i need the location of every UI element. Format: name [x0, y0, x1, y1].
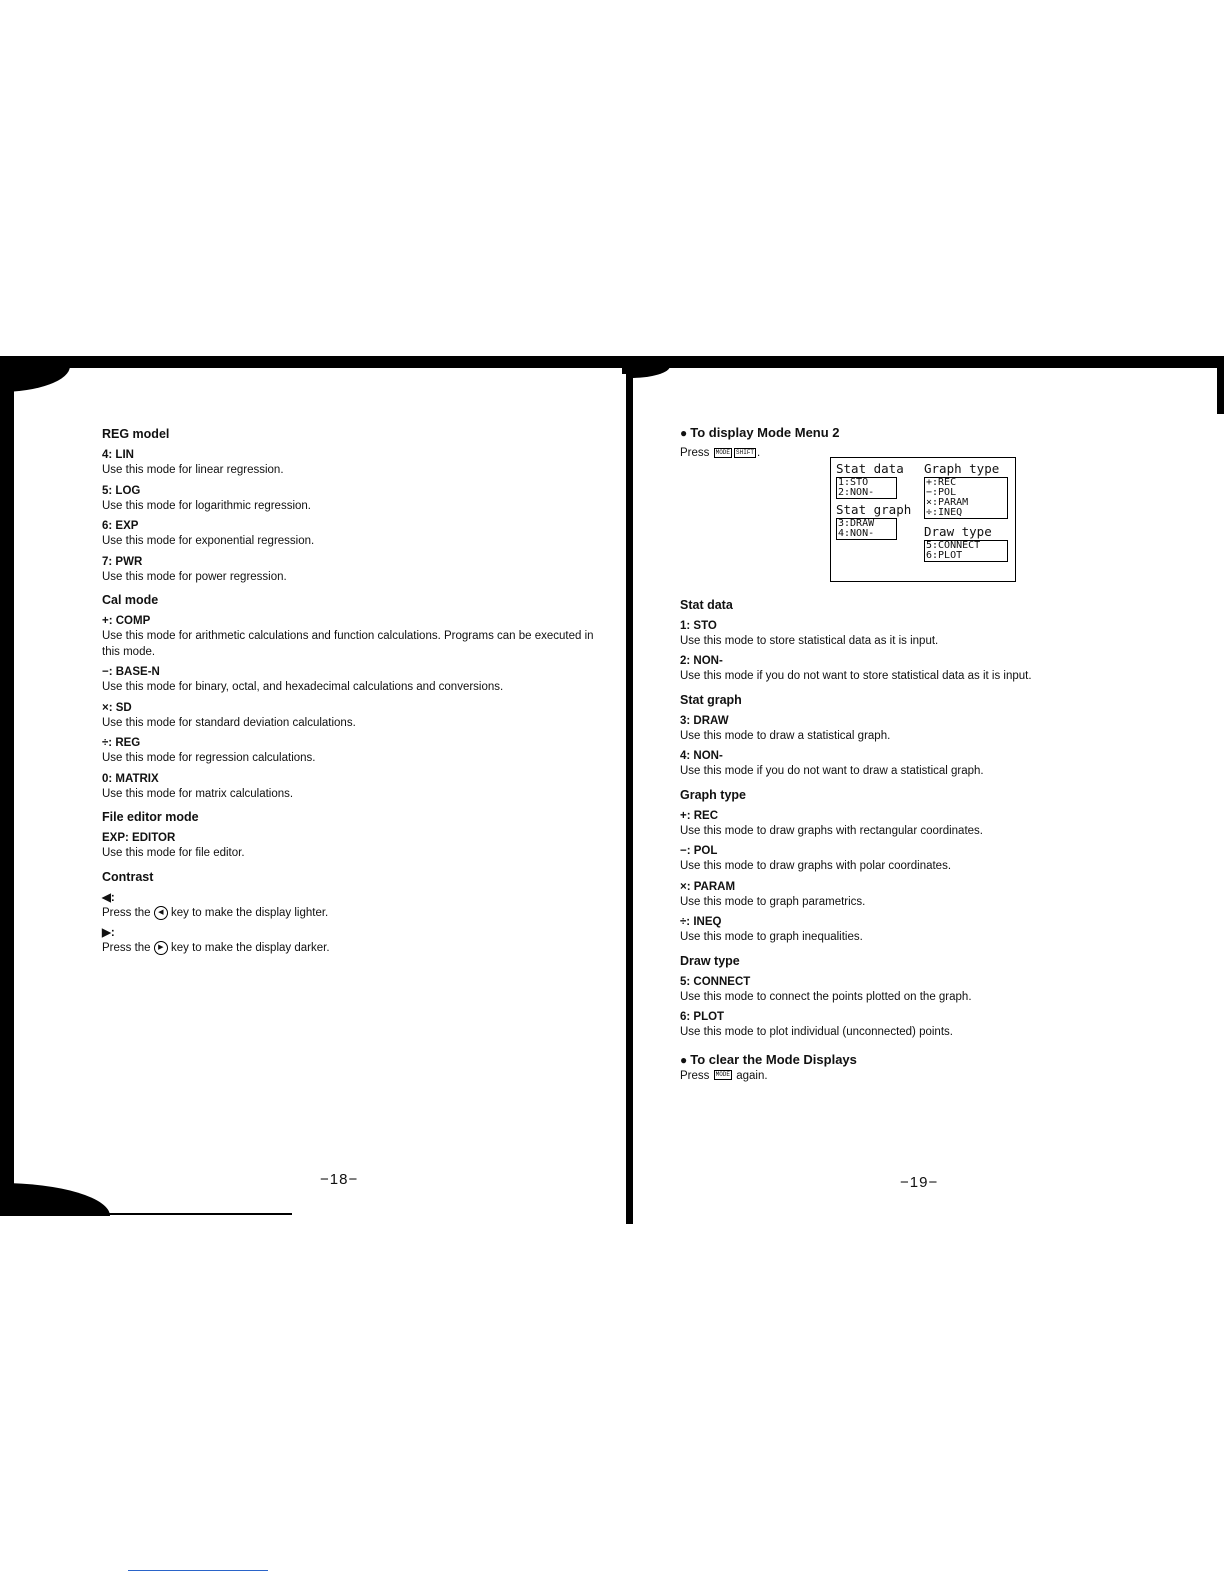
mode-description: Use this mode for power regression.	[102, 570, 287, 583]
page-number-left: −18−	[320, 1171, 359, 1188]
display-option: 3:DRAW	[838, 518, 875, 529]
section-contrast	[102, 869, 602, 957]
draw-type-options	[924, 540, 1008, 562]
scan-top-band	[0, 356, 1224, 368]
section-graph-type	[680, 787, 1200, 946]
display-option: 2:NON-	[838, 487, 875, 498]
display-option: 6:PLOT	[926, 550, 963, 561]
mode-label: ▶:	[102, 927, 115, 940]
display-option: ÷:INEQ	[926, 507, 963, 518]
mode-description: Use this mode if you do not want to draw a statistical graph.	[680, 765, 984, 777]
mode-key-icon: MODE	[715, 448, 731, 456]
mode-label: 5: LOG	[102, 484, 141, 497]
mode-description: Use this mode for matrix calculations.	[102, 787, 294, 800]
section-reg-model	[102, 426, 602, 585]
display-option: 5:CONNECT	[926, 540, 981, 551]
mode-label: 0: MATRIX	[102, 772, 159, 785]
again-text: again.	[736, 1069, 768, 1082]
mode-label: 2: NON-	[680, 655, 723, 667]
desc-text: key to make the display darker.	[170, 942, 330, 955]
shift-key-icon: SHIFT	[736, 448, 755, 456]
right-arrow-key-icon: ▶	[154, 941, 168, 955]
mode-description: Use this mode to draw graphs with rectangular coordinates.	[680, 824, 983, 837]
mode-description: Use this mode to draw graphs with polar coordinates.	[680, 860, 952, 872]
mode-description: Use this mode for logarithmic regression.	[102, 499, 311, 512]
stat-graph-title: Stat graph	[836, 502, 912, 517]
mode-label: ×: SD	[102, 701, 132, 714]
mode-description: Use this mode to graph inequalities.	[680, 931, 863, 943]
section-draw-type	[680, 953, 1200, 1041]
bullet-icon: ●	[680, 1052, 688, 1067]
mode-label: ÷: INEQ	[680, 916, 722, 928]
scan-spine-hook	[630, 366, 670, 378]
desc-text: Press the	[102, 906, 151, 919]
display-option: 1:STO	[838, 477, 869, 488]
mode-label: ◀:	[102, 891, 115, 904]
mode-description: Use this mode for arithmetic calculations and function calculations. Programs can be executed in this mode.	[102, 630, 594, 658]
book-spine	[626, 366, 633, 1224]
display-menu-heading	[680, 424, 1200, 442]
mode-label: 6: EXP	[102, 520, 139, 532]
mode-label: −: BASE-N	[102, 666, 160, 678]
scan-underline-mark	[128, 1570, 268, 1571]
section-heading: Contrast	[102, 869, 154, 884]
mode-description: Use this mode for binary, octal, and hexadecimal calculations and conversions.	[102, 681, 504, 693]
mode-description: Use this mode to connect the points plotted on the graph.	[680, 990, 972, 1003]
section-heading: Stat graph	[680, 692, 742, 707]
graph-type-options	[924, 477, 1008, 519]
scan-left-bottom-curl	[0, 1183, 110, 1216]
section-heading: Draw type	[680, 953, 740, 968]
mode-label: ÷: REG	[102, 737, 141, 749]
press-suffix: .	[757, 447, 761, 459]
mode-label: EXP: EDITOR	[102, 832, 176, 844]
mode-key-icon: MODE	[715, 1071, 731, 1079]
heading-text: To clear the Mode Displays	[690, 1051, 857, 1067]
draw-type-title: Draw type	[924, 524, 992, 539]
mode-description: Use this mode for linear regression.	[102, 464, 284, 476]
section-heading: File editor mode	[102, 810, 199, 824]
mode-label: 7: PWR	[102, 555, 143, 568]
scan-right-edge	[1217, 366, 1224, 414]
section-heading: Graph type	[680, 787, 746, 802]
clear-mode-heading	[680, 1051, 1200, 1069]
mode-label: 4: LIN	[102, 449, 134, 461]
press-text: Press	[680, 447, 710, 459]
mode-label: 3: DRAW	[680, 714, 729, 727]
mode-description: Use this mode for standard deviation calculations.	[102, 716, 356, 729]
mode-label: 4: NON-	[680, 750, 723, 762]
mode-description: Use this mode for regression calculations.	[102, 752, 316, 764]
section-heading: Cal mode	[102, 593, 159, 607]
left-arrow-key-icon: ◀	[154, 906, 168, 920]
bullet-icon: ●	[680, 426, 688, 440]
section-stat-data	[680, 597, 1200, 685]
desc-text: Press the	[102, 942, 151, 955]
mode-label: 6: PLOT	[680, 1011, 725, 1023]
mode-label: 1: STO	[680, 619, 717, 632]
mode-description: Use this mode to plot individual (unconnected) points.	[680, 1026, 953, 1038]
mode-description	[102, 906, 602, 922]
scan-bottom-line	[100, 1213, 292, 1215]
mode-label: ×: PARAM	[680, 880, 736, 893]
page-number-right: −19−	[900, 1174, 939, 1191]
section-heading: Stat data	[680, 597, 733, 612]
mode-label: −: POL	[680, 845, 718, 857]
heading-text: To display Mode Menu 2	[690, 425, 840, 440]
mode-label: +: COMP	[102, 615, 151, 627]
clear-instruction	[680, 1069, 1200, 1085]
mode-label: 5: CONNECT	[680, 975, 751, 988]
mode-description: Use this mode if you do not want to store statistical data as it is input.	[680, 670, 1032, 682]
mode-label: +: REC	[680, 809, 719, 822]
mode-menu-2-display	[830, 457, 1016, 582]
mode-description: Use this mode to graph parametrics.	[680, 895, 866, 908]
mode-description: Use this mode for file editor.	[102, 847, 245, 859]
section-file-editor-mode	[102, 809, 602, 862]
section-heading: REG model	[102, 427, 170, 441]
mode-description	[102, 941, 602, 957]
display-option: −:POL	[926, 487, 957, 498]
scan-left-edge	[0, 380, 14, 1185]
section-stat-graph	[680, 692, 1200, 780]
left-page	[102, 422, 602, 964]
stat-data-title: Stat data	[836, 461, 904, 476]
press-text: Press	[680, 1069, 710, 1082]
display-option: 4:NON-	[838, 528, 875, 539]
mode-description: Use this mode for exponential regression.	[102, 535, 315, 547]
graph-type-title: Graph type	[924, 461, 1000, 476]
desc-text: key to make the display lighter.	[170, 906, 329, 919]
mode-description: Use this mode to draw a statistical graph.	[680, 729, 891, 742]
stat-graph-options	[836, 518, 897, 540]
display-option: ×:PARAM	[926, 497, 969, 508]
mode-description: Use this mode to store statistical data as it is input.	[680, 634, 939, 647]
display-option: +:REC	[926, 477, 957, 488]
stat-data-options	[836, 477, 897, 499]
section-cal-mode	[102, 592, 602, 802]
